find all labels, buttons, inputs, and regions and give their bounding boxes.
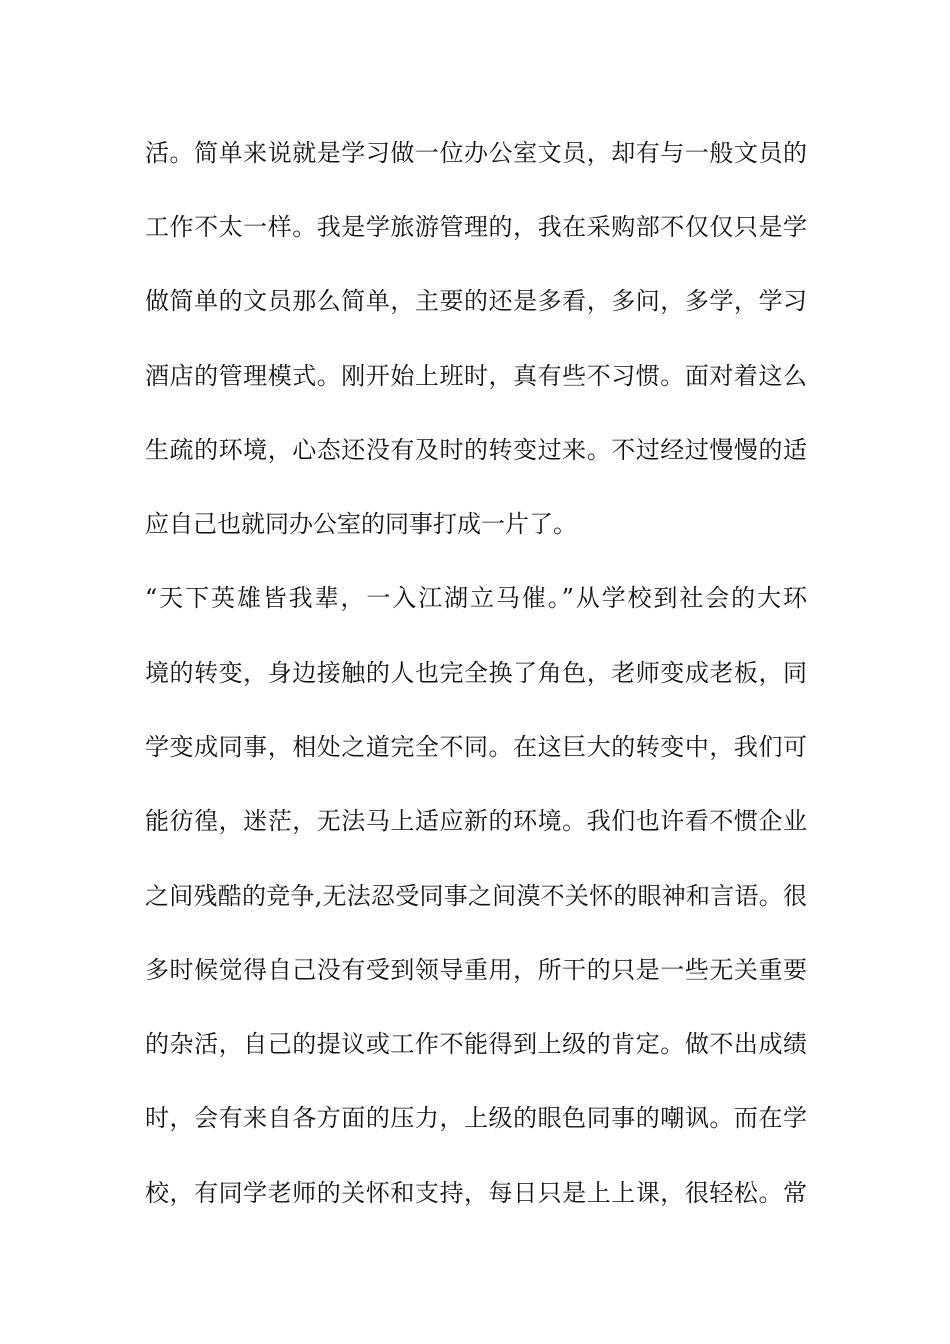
text-line: “天下英雄皆我辈，一入江湖立马催。”从学校到社会的大环 xyxy=(145,584,807,612)
text-line: 工作不太一样。我是学旅游管理的，我在采购部不仅仅只是学 xyxy=(145,213,807,241)
text-line: 之间残酷的竞争,无法忍受同事之间漠不关怀的眼神和言语。很 xyxy=(145,882,807,910)
text-line: 生疏的环境，心态还没有及时的转变过来。不过经过慢慢的适 xyxy=(145,436,807,464)
text-line: 多时候觉得自己没有受到领导重用，所干的只是一些无关重要 xyxy=(145,956,807,984)
text-line: 能彷徨，迷茫，无法马上适应新的环境。我们也许看不惯企业 xyxy=(145,807,807,835)
text-line: 时，会有来自各方面的压力，上级的眼色同事的嘲讽。而在学 xyxy=(145,1104,807,1132)
text-line: 校，有同学老师的关怀和支持，每日只是上上课，很轻松。常 xyxy=(145,1179,807,1207)
text-line: 做简单的文员那么简单，主要的还是多看，多问，多学，学习 xyxy=(145,287,807,315)
text-line: 的杂活，自己的提议或工作不能得到上级的肯定。做不出成绩 xyxy=(145,1030,807,1058)
text-line: 学变成同事，相处之道完全不同。在这巨大的转变中，我们可 xyxy=(145,733,807,761)
text-line: 酒店的管理模式。刚开始上班时，真有些不习惯。面对着这么 xyxy=(145,362,807,390)
text-line: 活。简单来说就是学习做一位办公室文员，却有与一般文员的 xyxy=(145,139,807,167)
text-line: 应自己也就同办公室的同事打成一片了。 xyxy=(145,510,577,538)
text-line: 境的转变，身边接触的人也完全换了角色，老师变成老板，同 xyxy=(145,659,807,687)
